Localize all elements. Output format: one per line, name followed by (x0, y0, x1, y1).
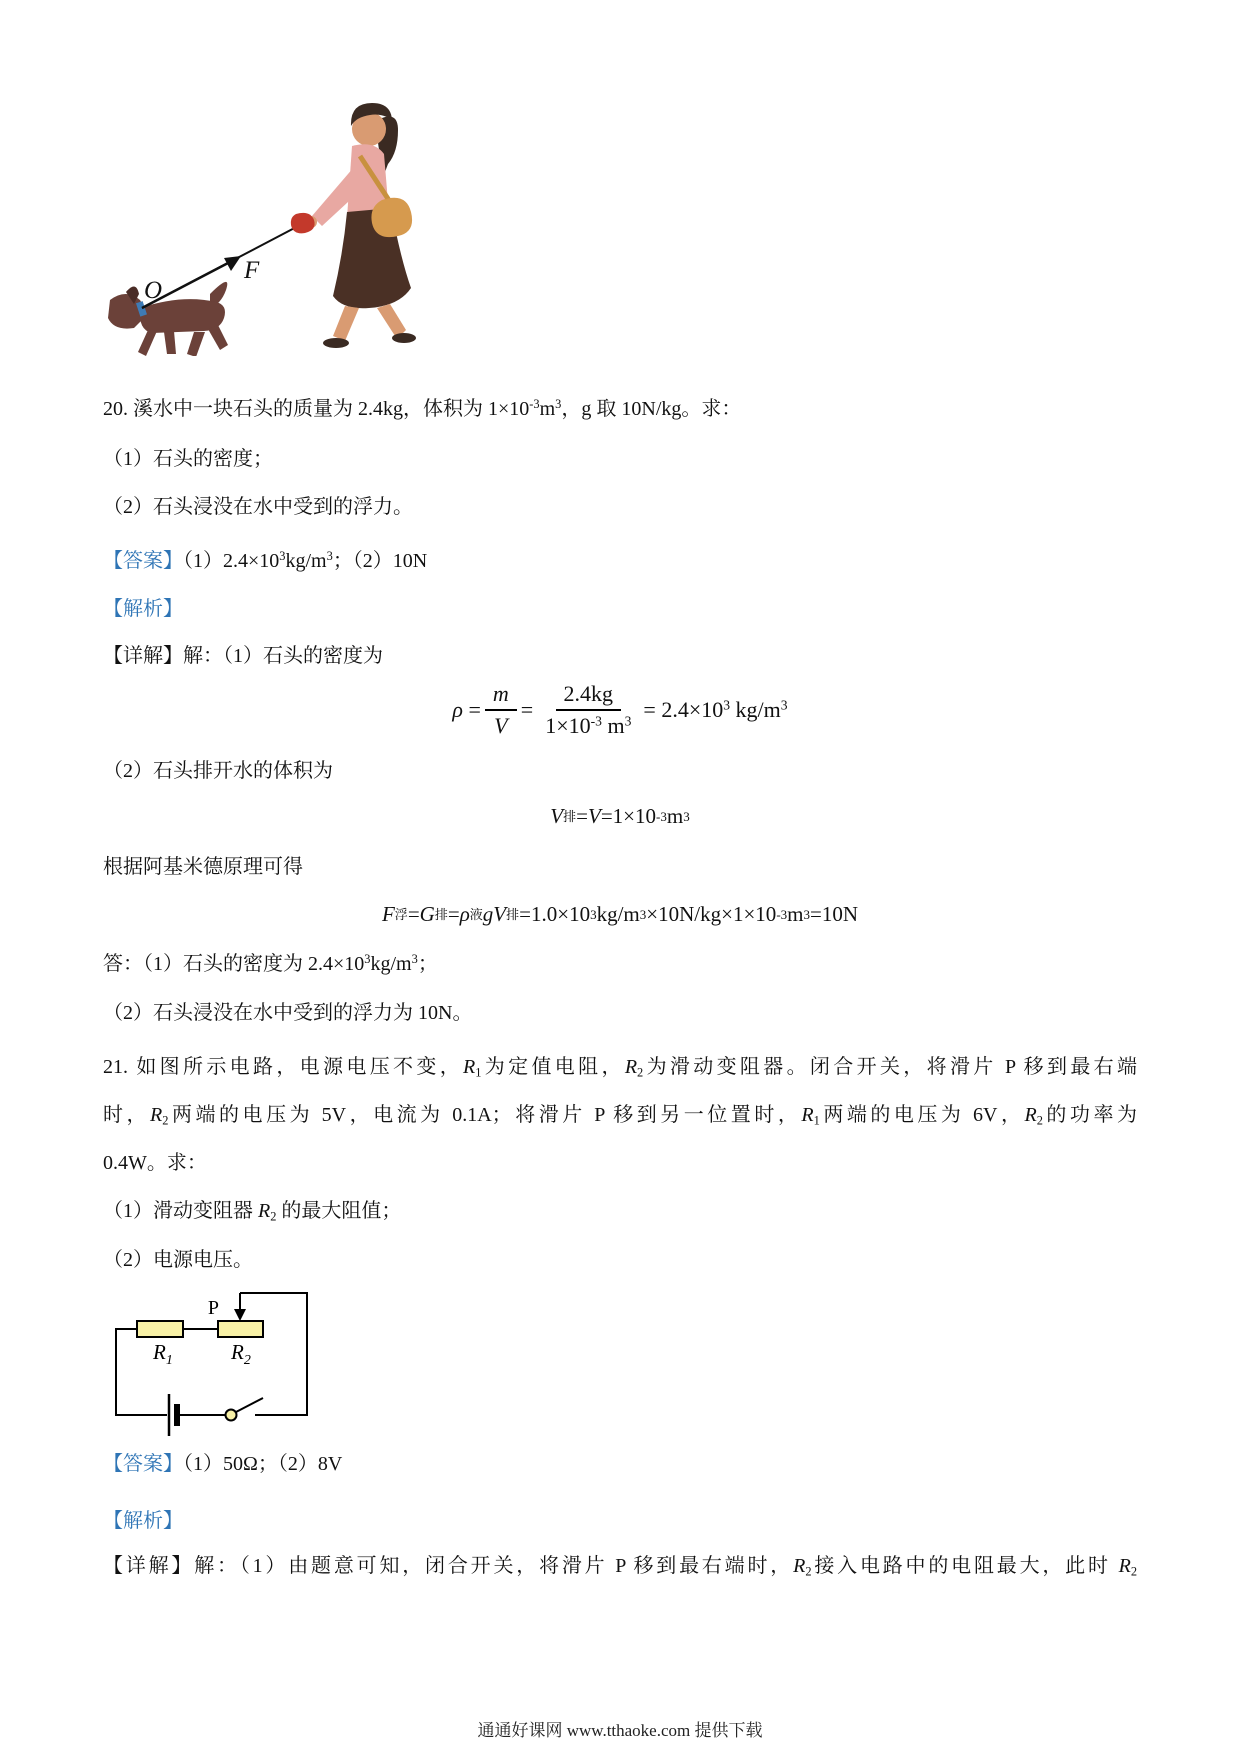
density-formula: ρ = $\frac{m}{V}$ = $\frac{2.4kg}{1\times 10^{-3} m^3}$ = $2.4\times 10^3$ $kg/m^3$ (452, 681, 788, 738)
q21-stem-line3: 0.4W。求： (103, 1152, 207, 1174)
switch-blade (236, 1398, 263, 1412)
r1-label: $R_1$ (153, 1340, 173, 1368)
q20-part1: （1）石头的密度； (103, 448, 273, 470)
circuit-diagram (103, 1288, 313, 1440)
q20-jiexi-line (103, 596, 1137, 622)
q20-part2: （2）石头浸没在水中受到的浮力。 (103, 496, 413, 518)
fraction-m-over-v: $\frac{m}{V}$ (485, 681, 517, 739)
q20-answer-value: $(1)2.4\times 10^3kg/m^3$；（2）10N (183, 549, 428, 572)
force-f-label: F (244, 257, 260, 284)
jiexi-marker: 【解析】 (103, 1510, 183, 1532)
slider-p-label: P (207, 1297, 219, 1319)
page-footer: 通通好课网 www.tthaoke.com 提供下载 (477, 1721, 763, 1740)
q21-jiexi-line (103, 1508, 1137, 1534)
woman-shoe (323, 338, 349, 348)
shoulder-bag (371, 198, 412, 237)
q21-part1: （1）滑动变阻器 $R_2$ 的最大阻值； (103, 1200, 402, 1224)
q20-part2-solution-intro: （2）石头排开水的体积为 (103, 760, 333, 782)
displaced-volume-formula: V 排 = V =1×10 -3 m 3 (550, 804, 690, 828)
q20-stem: 20. 溪水中一块石头的质量为 2.4kg，体积为 $1\times 10^{-3}m^3$，g 取 10N/kg。求： (103, 397, 742, 420)
q20-answer-sentence-1: 答：（1）石头的密度为 $2.4\times 10^3kg/m^3$； (103, 952, 438, 975)
point-o-label: O (144, 277, 163, 304)
resistor-r1 (137, 1321, 183, 1337)
q20-answer-sentence-2: （2）石头浸没在水中受到的浮力为 10N。 (103, 1002, 473, 1024)
archimedes-line: 根据阿基米德原理可得 (103, 856, 303, 878)
woman-walking-dog-illustration (98, 86, 428, 356)
rheostat-r2 (218, 1321, 263, 1337)
xiangjie-marker: 【详解】 (103, 1555, 195, 1577)
leash-handle (291, 213, 315, 233)
jiexi-marker: 【解析】 (103, 598, 183, 620)
answer-marker: 【答案】 (103, 550, 183, 572)
xiangjie-marker: 【详解】 (103, 645, 183, 667)
woman-figure (305, 103, 416, 348)
q21-stem-line2: 时，$R_2$两端的电压为 5V，电流为 0.1A；将滑片 P 移到另一位置时，$R_1$两端的电压为 6V，$R_2$的功率为 (103, 1104, 1137, 1128)
woman-shoe (392, 333, 416, 343)
r2-label: $R_2$ (231, 1340, 251, 1368)
buoyancy-formula: F 浮 = G 排 = ρ 液 g V 排 =1.0×10 3 kg/m 3 ×10N/kg×1×10 -3 m 3 =10N (381, 902, 859, 926)
leash-and-force-arrow (142, 213, 315, 308)
q21-answer-line (103, 1451, 1137, 1477)
q20-answer-line (103, 548, 1137, 574)
fraction-mass-over-volume: $\frac{2.4kg}{1\times 10^{-3} m^3}$ (545, 681, 632, 738)
answer-marker: 【答案】 (103, 1453, 183, 1475)
q20-xiangjie-line: 【详解】解：（1）石头的密度为 (103, 645, 383, 667)
q21-xiangjie-line: 【详解】解：（1）由题意可知，闭合开关，将滑片 P 移到最右端时，$R_2$接入电路中的电阻最大，此时 $R_2$ (103, 1555, 1138, 1579)
q21-stem-line1: 21. 如图所示电路，电源电压不变，$R_1$为定值电阻，$R_2$为滑动变阻器。闭合开关，将滑片 P 移到最右端 (103, 1056, 1138, 1080)
switch-pivot (226, 1410, 237, 1421)
slider-arrowhead (234, 1309, 246, 1321)
q21-part2: （2）电源电压。 (103, 1249, 253, 1271)
q21-answer-value: （1）50Ω；（2）8V (183, 1453, 343, 1475)
